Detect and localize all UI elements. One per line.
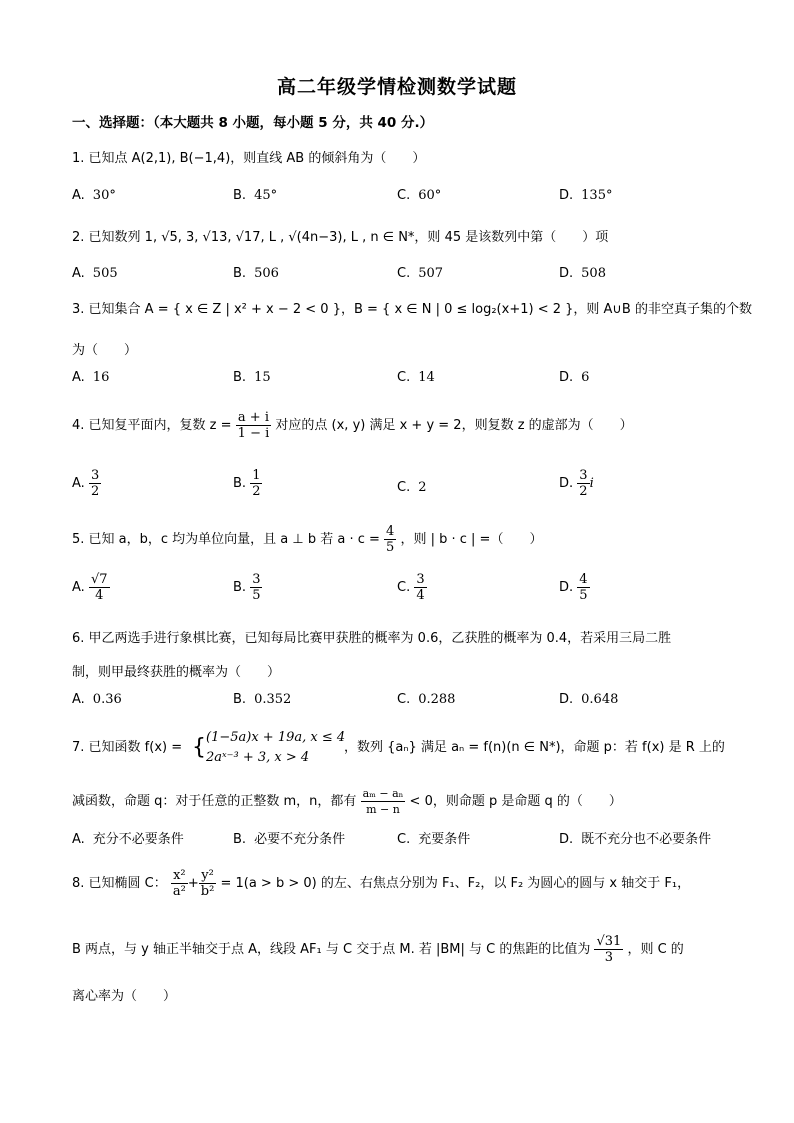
q6-option-a[interactable]: A. 0.36 <box>72 692 122 707</box>
section-heading: 一、选择题：（本大题共 8 小题，每小题 5 分，共 40 分.） <box>72 115 434 131</box>
question-5-stem: 5. 已知 a，b，c 均为单位向量，且 a ⊥ b 若 a · c = $\frac{4}{5}$ ，则 | b · c | =（ ） <box>72 524 543 555</box>
q3-option-a[interactable]: A. 16 <box>72 370 110 385</box>
question-4-options <box>72 468 732 508</box>
brace-icon: { <box>192 735 206 760</box>
question-1-options <box>72 188 732 214</box>
question-5-options <box>72 572 732 614</box>
question-3-stem-cont: 为（ ） <box>72 343 138 358</box>
q3-option-d[interactable]: D. 6 <box>559 370 590 385</box>
q1-option-a[interactable]: A. 30° <box>72 188 116 203</box>
q1-option-b[interactable]: B. 45° <box>233 188 278 203</box>
question-2-stem: 2. 已知数列 1, √5, 3, √13, √17, L , √(4n−3), L , n ∈ N*，则 45 是该数列中第（ ）项 <box>72 230 609 245</box>
q2-option-b[interactable]: B. 506 <box>233 266 279 281</box>
question-7-stem-cont: 减函数，命题 q：对于任意的正整数 m，n，都有 $\frac{\text{aₘ − aₙ}}{m - n}$ < 0，则命题 p 是命题 q 的（ ） <box>72 787 622 816</box>
q2-option-a[interactable]: A. 505 <box>72 266 118 281</box>
question-8-stem-cont-2: 离心率为（ ） <box>72 989 177 1004</box>
q4-option-a[interactable]: A. $\frac{3}{2}$ <box>72 468 100 499</box>
question-1-stem: 1. 已知点 A(2,1), B(−1,4)，则直线 AB 的倾斜角为（ ） <box>72 151 426 166</box>
question-8-stem-cont: B 两点，与 y 轴正半轴交于点 A，线段 AF₁ 与 C 交于点 M. 若 |BM| 与 C 的焦距的比值为 $\frac{√31}{3}$ ，则 C 的 <box>72 934 684 965</box>
q5-fraction: $\frac{4}{5}$ <box>386 524 395 555</box>
q4-fraction: $\frac{a + i}{1 - i}$ <box>237 410 270 441</box>
question-6-options <box>72 692 732 718</box>
q4-option-b[interactable]: B. $\frac{1}{2}$ <box>233 468 261 499</box>
q4-option-c[interactable]: C. 2 <box>397 480 427 495</box>
question-7-options <box>72 828 732 854</box>
question-6-stem: 6. 甲乙两选手进行象棋比赛，已知每局比赛甲获胜的概率为 0.6，乙获胜的概率为 0.4，若采用三局二胜 <box>72 631 672 646</box>
q5-option-b[interactable]: B. $\frac{3}{5}$ <box>233 572 261 603</box>
q3-option-c[interactable]: C. 14 <box>397 370 435 385</box>
q7-option-d[interactable]: D. 既不充分也不必要条件 <box>559 832 712 847</box>
q6-option-c[interactable]: C. 0.288 <box>397 692 456 707</box>
q2-option-c[interactable]: C. 507 <box>397 266 444 281</box>
q7-option-c[interactable]: C. 充要条件 <box>397 832 471 847</box>
page-title: 高二年级学情检测数学试题 <box>276 76 517 98</box>
q2-option-d[interactable]: D. 508 <box>559 266 606 281</box>
q6-option-d[interactable]: D. 0.648 <box>559 692 619 707</box>
q4-option-d[interactable]: D. $\frac{3}{2}$ i <box>559 468 594 499</box>
q1-option-c[interactable]: C. 60° <box>397 188 442 203</box>
question-4-stem: 4. 已知复平面内，复数 z = $\frac{a + i}{1 - i}$ 对应的点 (x, y) 满足 x + y = 2，则复数 z 的虚部为（ ） <box>72 410 633 441</box>
q5-option-d[interactable]: D. $\frac{4}{5}$ <box>559 572 588 603</box>
q5-option-c[interactable]: C. $\frac{3}{4}$ <box>397 572 425 603</box>
question-7-stem: 7. 已知函数 f(x) = { (1−5a)x + 19a, x ≤ 4 2aˣ⁻³ + 3, x > 4 ，数列 {aₙ} 满足 aₙ = f(n)(n ∈ N*)，命题 p：若 f(x) 是 R 上的 <box>72 728 732 768</box>
question-2-options <box>72 266 732 292</box>
q7-option-b[interactable]: B. 必要不充分条件 <box>233 832 346 847</box>
q5-option-a[interactable]: A. $\frac{√7}{4}$ <box>72 572 108 603</box>
q6-option-b[interactable]: B. 0.352 <box>233 692 292 707</box>
question-3-stem: 3. 已知集合 A = { x ∈ Z | x² + x − 2 < 0 }，B = { x ∈ N | 0 ≤ log₂(x+1) < 2 }，则 A∪B 的非空真子集的个数 <box>72 302 752 317</box>
question-6-stem-cont: 制，则甲最终获胜的概率为（ ） <box>72 665 281 680</box>
q1-option-d[interactable]: D. 135° <box>559 188 613 203</box>
q7-option-a[interactable]: A. 充分不必要条件 <box>72 832 184 847</box>
question-3-options <box>72 370 732 396</box>
q3-option-b[interactable]: B. 15 <box>233 370 271 385</box>
question-8-stem: 8. 已知椭圆 C： $\frac{\text{x²}}{\text{a²}}$ + $\frac{\text{y²}}{\text{b²}}$ = 1(a > b > 0) 的左、右焦点分别为 F₁、F₂，以 F₂ 为圆心的圆与 x 轴交于 F₁， <box>72 868 691 899</box>
